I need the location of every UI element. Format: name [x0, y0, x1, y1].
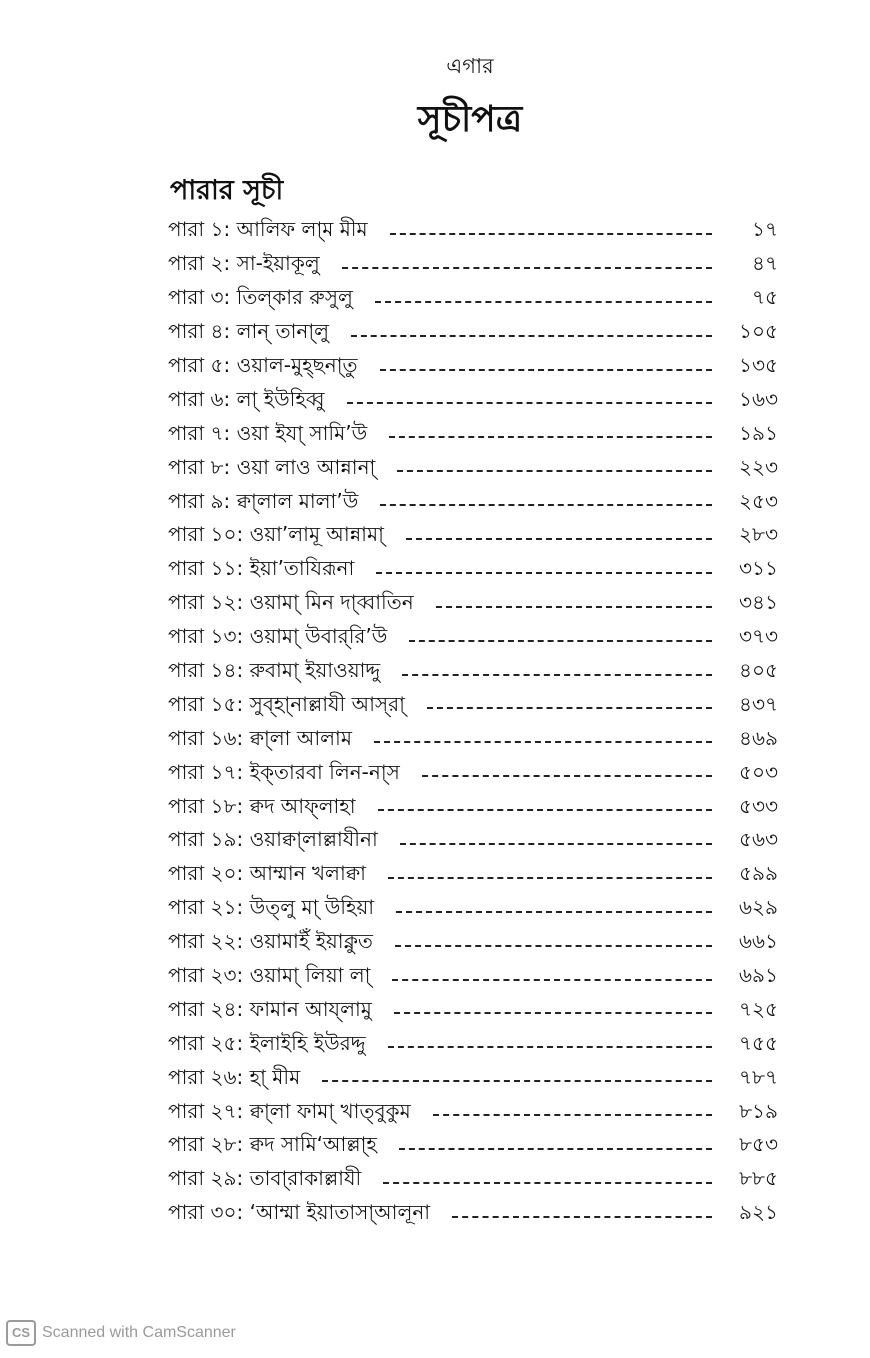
dotted-leader: [376, 572, 712, 574]
toc-entry-page: ৫৩৩: [739, 793, 778, 818]
dotted-leader: [433, 1114, 712, 1116]
toc-entry-page: ৬৯১: [739, 963, 778, 988]
toc-entry-title: পারা ২২: ওয়ামাইঁ ইয়াক্নুত: [168, 929, 373, 954]
toc-entry-title: পারা ৫: ওয়াল-মুহ্‌ছনা্তু: [168, 353, 358, 377]
toc-entry-title: পারা ৩: তিল্‌কার রুসুলু: [168, 285, 353, 310]
dotted-leader: [394, 1012, 712, 1014]
dotted-leader: [392, 979, 712, 981]
toc-entry-page: ২২৩: [738, 454, 778, 479]
toc-entry: [168, 215, 778, 249]
dotted-leader: [400, 843, 712, 845]
toc-entry: [168, 520, 778, 554]
toc-entry-page: ৮৫৩: [739, 1132, 778, 1157]
toc-entry-page: ১৩৫: [739, 353, 778, 377]
page-title: সূচীপত্র: [417, 99, 523, 140]
toc-entry: [168, 1028, 778, 1062]
dotted-leader: [399, 1148, 712, 1150]
dotted-leader: [378, 809, 712, 811]
toc-entry-title: পারা ৬: লা্ ইউহিব্বু: [168, 386, 325, 411]
toc-entry-title: পারা ২৮: ক্বদ সামি‘আল্লা্হ: [168, 1132, 377, 1157]
toc-entry: [168, 1198, 778, 1232]
dotted-leader: [422, 775, 712, 777]
toc-entry: [168, 791, 778, 825]
toc-entry-title: পারা ১৬: ক্বা্লা আলাম: [168, 725, 352, 750]
toc-entry-title: পারা ১৯: ওয়াক্বা্লাল্লাযীনা: [168, 827, 378, 852]
toc-entry: [168, 249, 778, 283]
toc-entry-page: ২৮৩: [739, 522, 778, 547]
dotted-leader: [409, 640, 712, 642]
toc-entry: [168, 351, 778, 385]
toc-entry-page: ৪৩৭: [739, 691, 778, 716]
dotted-leader: [342, 267, 712, 269]
dotted-leader: [436, 606, 712, 608]
dotted-leader: [396, 911, 712, 913]
toc-entry: [168, 384, 778, 418]
toc-entry-page: ৪০৫: [739, 658, 778, 683]
toc-entry-title: পারা ২১: উত্‌লু মা্ উহিয়া: [168, 895, 375, 920]
toc-entry: [168, 1096, 778, 1130]
toc-entry: [168, 486, 778, 520]
toc-entry-page: ৫৬৩: [739, 827, 778, 852]
toc-entry: [168, 1130, 778, 1164]
dotted-leader: [375, 301, 712, 303]
toc-entry-page: ৮১৯: [739, 1098, 778, 1123]
toc-list: [168, 215, 778, 1232]
toc-entry: [168, 1062, 778, 1096]
toc-entry-title: পারা ২৩: ওয়ামা্ লিয়া লা্: [168, 963, 371, 988]
toc-entry-title: পারা ৭: ওয়া ইযা্ সামি’উ: [168, 420, 368, 445]
toc-entry-title: পারা ২০: আম্মান খলাক্বা: [168, 861, 366, 886]
toc-entry: [168, 656, 778, 690]
dotted-leader: [380, 504, 712, 506]
toc-entry-title: পারা ১১: ইয়া’তাযিরূনা: [168, 556, 355, 581]
toc-entry-title: পারা ৯: ক্বা্লাল মালা’উ: [168, 488, 359, 513]
toc-entry-page: ৮৮৫: [739, 1166, 778, 1191]
toc-entry: [168, 1164, 778, 1198]
toc-entry-title: পারা ১৮: ক্বদ আফ্‌লাহা: [168, 793, 356, 818]
toc-entry: [168, 418, 778, 452]
watermark-text: Scanned with CamScanner: [42, 1324, 236, 1341]
toc-entry: [168, 452, 778, 486]
toc-entry-page: ১০৫: [739, 319, 778, 344]
toc-entry-page: ৬২৯: [739, 895, 778, 920]
toc-entry-title: পারা ২৭: ক্বা্লা ফামা্ খাত্‌বুকুম: [168, 1098, 411, 1123]
toc-entry-page: ৪৭: [752, 251, 778, 276]
toc-entry-page: ৩৭৩: [738, 624, 778, 649]
toc-entry-title: পারা ১৪: রুবামা্ ইয়াওয়াদ্দু: [168, 658, 381, 683]
toc-entry: [168, 723, 778, 757]
toc-entry: [168, 825, 778, 859]
toc-entry-title: পারা ২৫: ইলাইহি ইউরদ্দু: [168, 1030, 366, 1055]
dotted-leader: [389, 436, 712, 438]
toc-entry: [168, 283, 778, 317]
toc-entry-page: ৪৬৯: [739, 725, 778, 750]
toc-entry-page: ৭৫৫: [739, 1030, 778, 1055]
toc-entry-title: পারা ১৩: ওয়ামা্ উবার্‌রি’উ: [168, 624, 388, 649]
dotted-leader: [351, 335, 712, 337]
toc-entry-page: ৩১১: [739, 556, 778, 581]
toc-entry-title: পারা ১৫: সুব্‌হা্নাল্লাযী আস্‌রা্: [168, 691, 405, 716]
toc-entry: [168, 927, 778, 961]
dotted-leader: [402, 674, 712, 676]
toc-entry-page: ৭৮৭: [739, 1064, 778, 1089]
toc-entry-title: পারা ৮: ওয়া লাও আন্নানা্: [168, 454, 376, 479]
toc-entry-page: ২৫৩: [739, 488, 778, 513]
dotted-leader: [383, 1182, 712, 1184]
toc-entry: [168, 689, 778, 723]
toc-entry: [168, 961, 778, 995]
toc-entry-page: ৬৬১: [739, 929, 778, 954]
toc-entry-title: পারা ৪: লান্‌ তানা্লু: [168, 319, 330, 344]
camscanner-logo-icon: CS: [6, 1320, 36, 1346]
toc-entry-page: ৫৯৯: [739, 861, 778, 886]
dotted-leader: [406, 538, 712, 540]
toc-entry-page: ১৭: [752, 217, 778, 242]
toc-entry-title: পারা ৩০: ‘আম্মা ইয়াতাসা্আলূনা: [168, 1200, 431, 1225]
toc-entry-title: পারা ১২: ওয়ামা্ মিন দা্ব্বাতিন: [168, 590, 414, 615]
toc-entry-page: ৩৪১: [739, 590, 778, 615]
toc-entry-title: পারা ২: সা-ইয়াকূলু: [168, 251, 320, 276]
toc-entry-page: ১৯১: [739, 420, 778, 445]
dotted-leader: [427, 707, 712, 709]
page-number: এগার: [446, 54, 494, 78]
toc-entry-title: পারা ২৪: ফামান আয্‌লামু: [168, 996, 372, 1021]
toc-entry: [168, 588, 778, 622]
camscanner-watermark: [6, 1320, 236, 1346]
toc-entry-page: ৭৫: [752, 285, 778, 310]
toc-entry: [168, 994, 778, 1028]
toc-entry: [168, 554, 778, 588]
dotted-leader: [397, 470, 712, 472]
toc-entry-title: পারা ২৬: হা্ মীম: [168, 1064, 301, 1089]
toc-entry-title: পারা ১: আলিফ লা্ম মীম: [168, 217, 368, 242]
toc-entry-page: ৭২৫: [739, 996, 778, 1021]
toc-entry: [168, 317, 778, 351]
toc-entry-title: পারা ১৭: ইক্‌তারবা লিন-না্স: [168, 759, 400, 784]
dotted-leader: [395, 945, 712, 947]
dotted-leader: [374, 741, 712, 743]
toc-entry: [168, 622, 778, 656]
dotted-leader: [388, 877, 712, 879]
toc-entry-page: ৯২১: [739, 1200, 778, 1225]
toc-entry-title: পারা ২৯: তাবা্রাকাল্লাযী: [168, 1166, 362, 1191]
toc-entry: [168, 859, 778, 893]
toc-entry: [168, 757, 778, 791]
dotted-leader: [388, 1046, 713, 1048]
toc-entry-page: ৫০৩: [739, 759, 778, 784]
dotted-leader: [380, 369, 712, 371]
dotted-leader: [347, 402, 712, 404]
dotted-leader: [322, 1080, 712, 1082]
section-title: পারার সূচী: [170, 175, 284, 206]
toc-entry-title: পারা ১০: ওয়া’লামূ আন্নামা্: [168, 522, 384, 547]
dotted-leader: [452, 1216, 712, 1218]
dotted-leader: [390, 233, 712, 235]
toc-entry-page: ১৬৩: [739, 386, 778, 411]
toc-entry: [168, 893, 778, 927]
